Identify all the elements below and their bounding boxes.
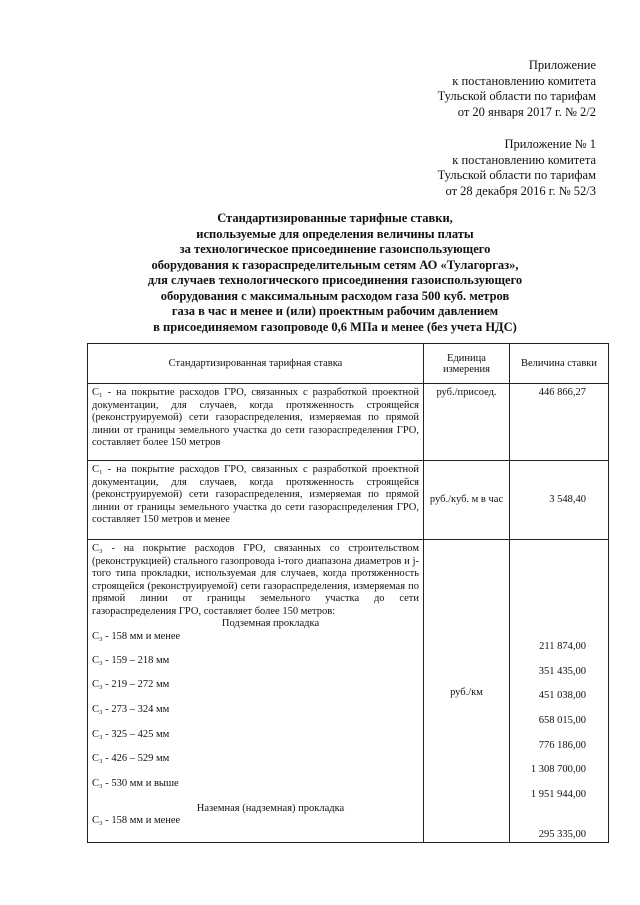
table-header-row [88,344,609,384]
rate-description: C₁ - на покрытие расходов ГРО, связанных с разработкой проектной документации, для случаев, когда протяженность строящейся (реконструируемой) сети газораспределения, измеряемая по прямой линии от границы земельного участка до сети газораспределения ГРО, составляет более 150 метров [88,384,424,461]
title-line: за технологическое присоединение газоиспользующего [179,242,491,256]
header-line: к постановлению комитета [452,152,596,167]
header-rate: Стандартизированная тарифная ставка [88,344,424,384]
rate-value: 1 951 944,00 [530,789,586,801]
table-row [88,461,609,540]
overground-label: Наземная (надземная) прокладка [196,802,345,814]
header-line: к постановлению комитета [452,73,596,88]
rate-value: 776 186,00 [538,739,586,751]
rate-value: 1 308 700,00 [530,764,586,776]
title-line: газа в час и менее и (или) проектным рабочим давлением [171,304,499,318]
rate-values [510,540,609,843]
header-line: Приложение № 1 [504,137,596,151]
rate-value: 295 335,00 [538,828,586,840]
rate-unit: руб./куб. м в час [424,461,510,540]
title-line: Стандартизированные тарифные ставки, [217,211,453,225]
header-line: Тульской области по тарифам [437,89,596,103]
header-line: Тульской области по тарифам [437,168,596,182]
diameter-item: C₃ - 325 – 425 мм [92,728,170,740]
rate-unit: руб./присоед. [424,384,510,461]
diameter-item: C₃ - 159 – 218 мм [92,654,170,666]
rate-value: 451 038,00 [538,690,586,702]
rate-value: 351 435,00 [538,665,586,677]
diameter-item: C₃ - 530 мм и выше [92,777,179,789]
rate-value: 211 874,00 [539,641,586,652]
header-line: от 20 января 2017 г. № 2/2 [457,104,596,119]
diameter-item: C₃ - 158 мм и менее [92,630,181,642]
table-row [88,540,609,843]
rate-description: C₁ - на покрытие расходов ГРО, связанных с разработкой проектной документации, для случаев, когда протяженность строящейся (реконструируемой) сети газораспределения, измеряемая по прямой линии от границы земельного участка до сети газораспределения ГРО, составляет 150 метров и менее [88,461,424,540]
rate-unit: руб./км [424,540,510,843]
diameter-item: C₃ - 158 мм и менее [92,815,181,827]
appendix-header [438,58,596,120]
header-line: от 28 декабря 2016 г. № 52/3 [445,183,596,198]
rate-value: 658 015,00 [538,715,586,727]
header-line: Приложение [528,58,596,72]
rate-value: 446 866,27 [510,384,609,461]
title-line: используемые для определения величины платы [196,226,474,241]
rate-value: 3 548,40 [510,461,609,540]
diameter-item: C₃ - 273 – 324 мм [92,703,170,715]
header-value: Величина ставки [510,344,609,384]
title-line: оборудования с максимальным расходом газа 500 куб. метров [160,288,510,303]
rate-description [88,540,424,843]
underground-label: Подземная прокладка [221,618,320,629]
document-title [80,211,590,335]
table-row [88,384,609,461]
tariff-table [87,343,609,843]
header-unit: Единица измерения [424,344,510,384]
diameter-item: C₃ - 219 – 272 мм [92,679,170,691]
title-line: для случаев технологического присоединения газоиспользующего [147,273,523,287]
diameter-item: C₃ - 426 – 529 мм [92,753,170,765]
title-line: оборудования к газораспределительным сетям АО «Тулагоргаз», [151,257,519,272]
c3-description: C₃ - на покрытие расходов ГРО, связанных со строительством (реконструкцией) стального газопровода i-того диапазона диаметров и j-того типа прокладки, используемая для случаев, когда протяженность строящейся (реконструируемой) сети газораспределения, измеряемая по прямой линии от границы земельного участка до сети газораспределения ГРО, составляет более 150 метров: [92,543,419,617]
title-line: в присоединяемом газопроводе 0,6 МПа и менее (без учета НДС) [153,319,517,334]
appendix-1-header [438,137,596,199]
